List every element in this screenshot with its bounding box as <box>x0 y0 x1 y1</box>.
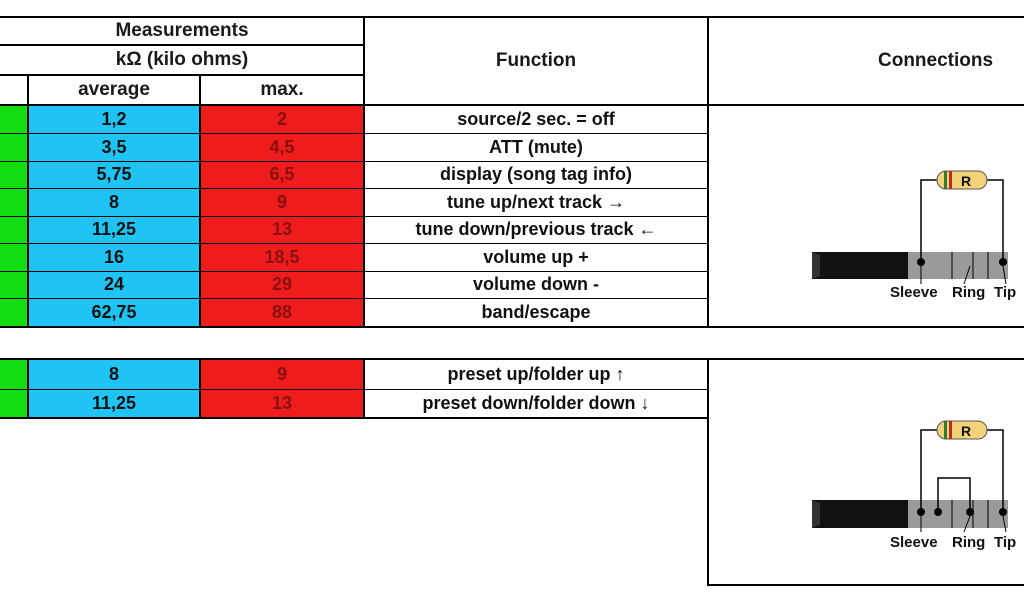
table1-row2-max: 4,5 <box>200 133 364 161</box>
table1-row3-max: 6,5 <box>200 161 364 188</box>
table1-row8-function: band/escape <box>481 301 591 322</box>
header-max: max. <box>260 79 304 100</box>
resistor-1-label: R <box>960 173 972 189</box>
table2-row1-average: 8 <box>28 360 200 389</box>
table1-row2-function: ATT (mute) <box>489 136 583 157</box>
jack-plug-1 <box>812 252 1008 279</box>
table1-row4-average: 8 <box>28 188 200 216</box>
table1-row5-average: 11,25 <box>28 216 200 243</box>
resistor-2 <box>937 421 987 439</box>
label-tip-2: Tip <box>994 534 1017 551</box>
table1-row8-max: 88 <box>200 298 364 326</box>
table2-row2-max: 13 <box>200 389 364 417</box>
table2-row2-average: 11,25 <box>28 389 200 417</box>
table1-row6-max: 18,5 <box>200 243 364 271</box>
header-average: average <box>78 79 150 100</box>
table1-row4-max: 9 <box>200 188 364 216</box>
table1-row3-average: 5,75 <box>28 161 200 188</box>
table1-row1-max: 2 <box>200 106 364 133</box>
table1-row6-function: volume up + <box>483 246 589 267</box>
table1-row6-average: 16 <box>28 243 200 271</box>
header-connections: Connections <box>878 50 994 71</box>
label-ring-1: Ring <box>952 284 986 301</box>
table2-row2-function: preset down/folder down ↓ <box>422 392 650 413</box>
table1-row5-function: tune down/previous track ← <box>415 219 657 239</box>
table1-row2-average: 3,5 <box>28 133 200 161</box>
label-tip-1: Tip <box>994 284 1017 301</box>
connection-diagram-1 <box>708 106 1024 326</box>
table1-row8-average: 62,75 <box>28 298 200 326</box>
resistor-2-label: R <box>960 423 972 439</box>
jack-plug-2 <box>812 500 1008 528</box>
resistor-1 <box>937 171 987 189</box>
label-sleeve-2: Sleeve <box>890 534 938 551</box>
table2-row1-function: preset up/folder up ↑ <box>447 364 625 384</box>
table1-row7-function: volume down - <box>473 274 599 294</box>
label-sleeve-1: Sleeve <box>890 284 938 301</box>
header-function: Function <box>495 50 577 71</box>
table1-row7-average: 24 <box>28 271 200 298</box>
table1-row3-function: display (song tag info) <box>440 164 632 184</box>
label-ring-2: Ring <box>952 534 986 551</box>
table1-row5-max: 13 <box>200 216 364 243</box>
table2-row1-max: 9 <box>200 360 364 389</box>
table1-row1-average: 1,2 <box>28 106 200 133</box>
connection-diagram-2 <box>708 360 1024 584</box>
header-measurements: Measurements <box>115 20 249 41</box>
table1-row7-max: 29 <box>200 271 364 298</box>
table1-row1-function: source/2 sec. = off <box>457 109 615 129</box>
header-unit: kΩ (kilo ohms) <box>115 49 249 70</box>
table1-row4-function: tune up/next track → <box>446 191 626 212</box>
